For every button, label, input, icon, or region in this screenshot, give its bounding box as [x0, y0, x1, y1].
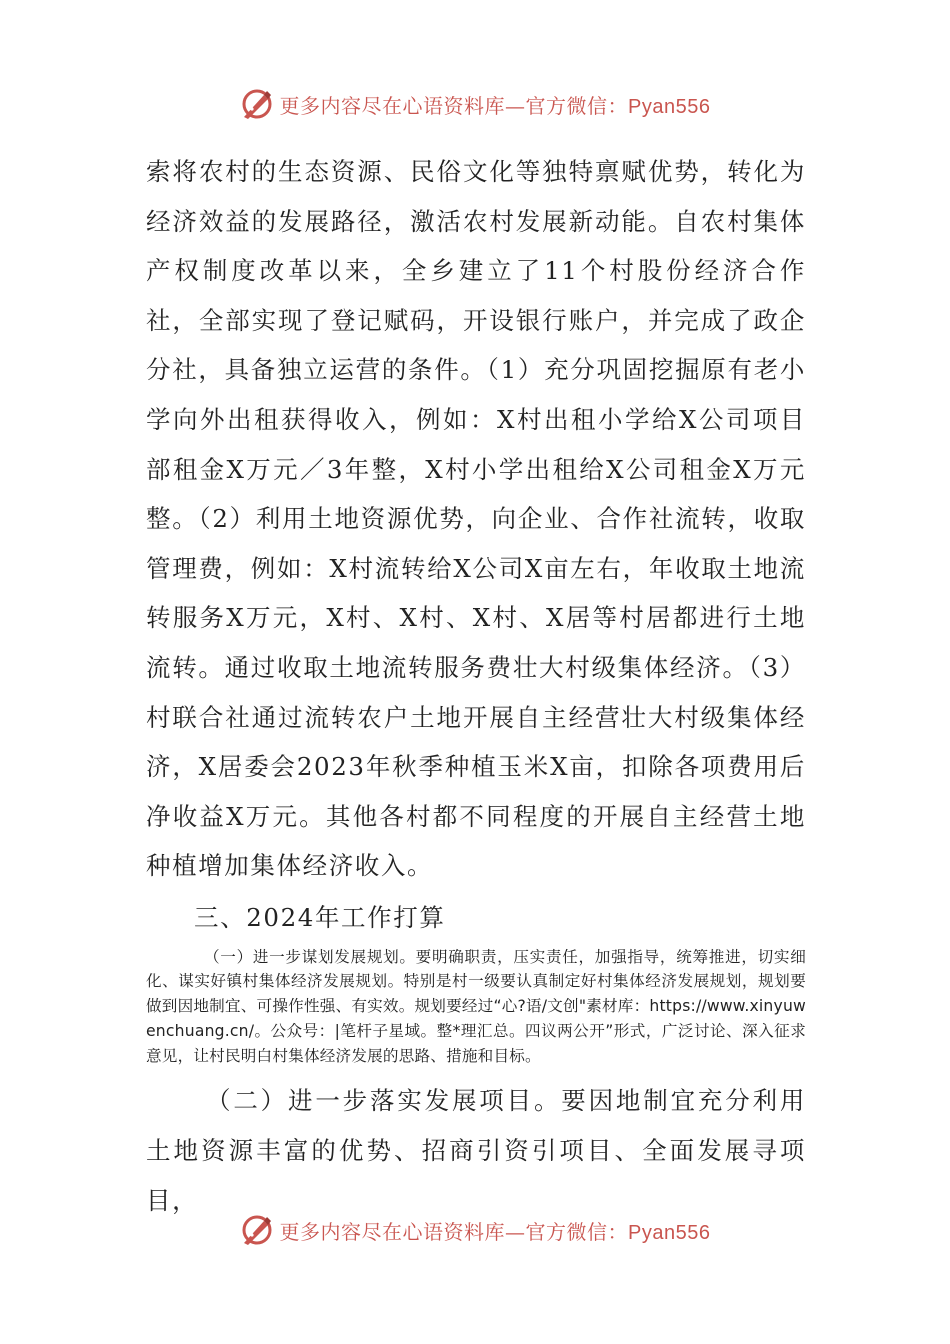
pen-logo-icon	[240, 1213, 274, 1247]
footer-banner-content	[240, 1213, 711, 1247]
header-banner-text: 更多内容尽在心语资料库—官方微信：Pyan556	[279, 93, 711, 118]
document-body	[146, 147, 806, 1225]
small-text-paragraph: （一）进一步谋划发展规划。要明确职责，压实责任，加强指导，统筹推进，切实细化、谋实好镇村集体经济发展规划。特别是村一级要认真制定好村集体经济发展规划，规划要做到因地制宜、可操作性强、有实效。规划要经过“心?语/文创"素材库：https://www.xinyuwenchuang.cn/。公众号：|笔杆子星域。整*理汇总。四议两公开”形式，广泛讨论、深入征求意见，让村民明白村集体经济发展的思路、措施和目标。	[146, 947, 806, 1065]
pen-logo-icon	[240, 87, 274, 121]
indented-paragraph: （二）进一步落实发展项目。要因地制宜充分利用土地资源丰富的优势、招商引资引项目、全面发展寻项目，	[146, 1086, 806, 1215]
footer-wechat-id: Pyan556	[628, 1221, 711, 1244]
header-banner-content	[240, 87, 711, 121]
header-banner	[0, 84, 950, 124]
footer-banner	[0, 1210, 950, 1250]
header-wechat-id: Pyan556	[628, 95, 711, 118]
section-heading: 三、2024年工作打算	[194, 902, 446, 932]
footer-banner-text: 更多内容尽在心语资料库—官方微信：Pyan556	[279, 1219, 711, 1244]
body-paragraph: 索将农村的生态资源、民俗文化等独特禀赋优势，转化为经济效益的发展路径，激活农村发展新动能。自农村集体产权制度改革以来，全乡建立了11个村股份经济合作社，全部实现了登记赋码，开设银行账户，并完成了政企分社，具备独立运营的条件。（1）充分巩固挖掘原有老小学向外出租获得收入，例如：X村出租小学给X公司项目部租金X万元／3年整，X村小学出租给X公司租金X万元整。（2）利用土地资源优势，向企业、合作社流转，收取管理费，例如：X村流转给X公司X亩左右，年收取土地流转服务X万元，X村、X村、X村、X居等村居都进行土地流转。通过收取土地流转服务费壮大村级集体经济。（3）村联合社通过流转农户土地开展自主经营壮大村级集体经济，X居委会2023年秋季种植玉米X亩，扣除各项费用后净收益X万元。其他各村都不同程度的开展自主经营土地种植增加集体经济收入。	[146, 157, 806, 881]
